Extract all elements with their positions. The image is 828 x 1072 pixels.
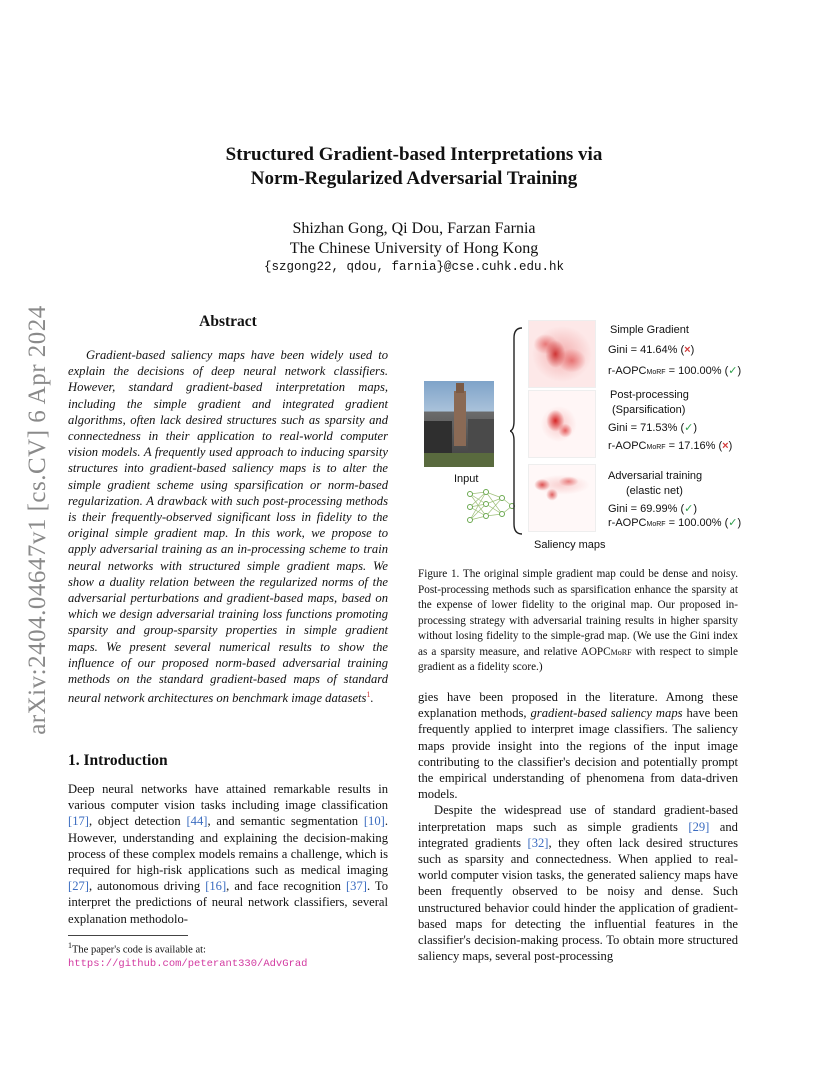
paragraph: gies have been proposed in the literature. Among these explanation methods, gradient-based saliency maps have been frequently applied to interpret image classifiers. The saliency maps provide insight into the regions of the input image contributing to the classifier's decision and potentially prompt the empirical understanding of phenomena from data-driven models. (418, 690, 738, 802)
check-icon: ✓ (684, 503, 694, 515)
input-label: Input (454, 473, 479, 485)
abstract-footnote-mark[interactable]: 1 (366, 690, 371, 700)
email: {szgong22, qdou, farnia}@cse.cuhk.edu.hk (263, 260, 565, 274)
post-processing-title: Post-processing (610, 389, 689, 401)
abstract-text: Gradient-based saliency maps have been widely used to explain the decisions of deep neural network classifiers. However, standard gradient-based interpretation maps, including the simple gradient and integrated gradient algorithms, often lack desired structures such as sparsity and connectedness in their application to real-world computer vision models. A frequently used approach to inducing sparsity structures into gradient-based saliency maps is to alter the simple gradient scheme using sparsification or norm-based regularization. A drawback with such post-processing methods is their frequently-observed significant loss in fidelity to the original simple gradient map. In this work, we propose to apply adversarial training as an in-processing scheme to train neural networks with structured simple gradient maps. We show a duality relation between the regularized norms of the adversarial perturbations and gradient-based maps, based on which we design adversarial training loss functions promoting sparsity and group-sparsity properties in simple gradient maps. We present several numerical results to show the influence of our proposed norm-based adversarial training methods on the standard gradient-based maps of standard neural network architectures on benchmark image datasets (68, 348, 388, 706)
simple-gini: Gini = 41.64% (×) (608, 344, 695, 356)
section-heading: 1. Introduction (68, 752, 168, 769)
figure-caption (418, 567, 738, 676)
footnote-text: The paper's code is available at: (72, 944, 206, 956)
abstract-body: Gradient-based saliency maps have been widely used to explain the decisions of deep neural network classifiers. However, standard gradient-based interpretation maps, including the simple gradient and integrated gradient algorithms, often lack desired structures such as sparsity and connectedness in their application to real-world computer vision models. A frequently used approach to inducing sparsity structures into gradient-based saliency maps is to alter the simple gradient scheme using sparsification or norm-based regularization. A drawback with such post-processing methods is their frequently-observed significant loss in fidelity to the original simple gradient map. In this work, we propose to apply adversarial training as an in-processing scheme to train neural networks with structured simple gradient maps. We show a duality relation between the regularized norms of the adversarial perturbations and gradient-based maps, based on which we design adversarial training loss functions promoting sparsity and group-sparsity properties in simple gradient maps. We present several numerical results to show the influence of our proposed norm-based adversarial training methods on the standard gradient-based maps of standard neural network architectures on benchmark image datasets$^1$. (68, 348, 388, 706)
arxiv-id: arXiv:2404.04647v1 [cs.CV] 6 Apr 2024 (24, 305, 51, 735)
post-gini: Gini = 71.53% (✓) (608, 422, 698, 434)
intro-text: , object detection (88, 814, 187, 829)
saliency-label: Saliency maps (534, 539, 606, 551)
intro-text: , and semantic segmentation (207, 814, 364, 829)
citation-link[interactable]: [10] (363, 814, 385, 829)
simple-aopc: r-AOPCMoRF = 100.00% (✓) (608, 365, 742, 377)
intro-text: , autonomous driving (88, 879, 206, 894)
heatmap-simple-gradient (528, 320, 596, 388)
bracket-icon (510, 326, 524, 536)
abstract-heading: Abstract (199, 313, 257, 330)
caption-text: with respect to simple gradient as a fidelity score.) (418, 645, 738, 673)
footnote-mark: 1 (68, 941, 72, 950)
citation-link[interactable]: [44] (186, 814, 208, 829)
affiliation: The Chinese University of Hong Kong (289, 240, 539, 257)
simple-gradient-title: Simple Gradient (610, 324, 689, 336)
heatmap-post-processing (528, 390, 596, 458)
paper-title (0, 143, 828, 191)
intro-paragraph (68, 781, 388, 927)
footnote (68, 939, 390, 971)
intro-text: . However, understanding and explaining the decision-making process of these complex models remains a challenge, which is required for high-risk applications such as medical imaging (68, 814, 388, 878)
intro-text: . To interpret the predictions of neural network classifiers, several explanation methodolo- (68, 879, 388, 926)
check-icon: ✓ (728, 365, 738, 377)
figure-1 (418, 318, 748, 558)
cross-icon: × (684, 344, 691, 356)
adv-gini: Gini = 69.99% (✓) (608, 503, 698, 515)
right-column-text (418, 689, 738, 964)
code-link[interactable]: https://github.com/peterant330/AdvGrad (68, 957, 308, 970)
network-icon (464, 486, 516, 528)
post-aopc: r-AOPCMoRF = 17.16% (×) (608, 440, 733, 452)
citation-link[interactable]: [32] (527, 835, 549, 850)
title-line-2: Norm-Regularized Adversarial Training (250, 168, 578, 189)
post-processing-subtitle: (Sparsification) (612, 404, 686, 416)
authors: Shizhan Gong, Qi Dou, Farzan Farnia (292, 220, 536, 237)
adversarial-subtitle: (elastic net) (626, 485, 683, 497)
author-block (0, 219, 828, 259)
check-icon: ✓ (728, 517, 738, 529)
citation-link[interactable]: [27] (68, 879, 89, 894)
arxiv-stamp (18, 290, 58, 750)
adversarial-title: Adversarial training (608, 470, 703, 482)
title-line-1: Structured Gradient-based Interpretations via (225, 144, 603, 165)
heatmap-adversarial (528, 464, 596, 532)
caption-subscript: MoRF (610, 647, 632, 657)
cross-icon: × (722, 440, 729, 452)
citation-link[interactable]: [17] (68, 814, 89, 829)
caption-text: Figure 1. The original simple gradient map could be dense and noisy. Post-processing methods such as sparsification enhance the sparsity at the expense of lower fidelity to the original map. Our proposed in-processing strategy with adversarial training results in higher sparsity without losing fidelity to the simple-grad map. (We use the Gini index as a sparsity measure, and relative AOPC (418, 568, 738, 658)
citation-link[interactable]: [37] (345, 879, 367, 894)
citation-link[interactable]: [16] (205, 879, 227, 894)
footnote-rule (68, 935, 188, 936)
intro-text: , and face recognition (226, 879, 346, 894)
paragraph: Despite the widespread use of standard gradient-based interpretation maps such as simple gradients [29] and integrated gradients [32], they often lack desired structures such as sparsity and connectedness. When applied to real-world computer vision tasks, the generated saliency maps have been frequently observed to be noisy and dense. Such unstructured behavior could hinder the application of gradient-based maps for detecting the influential features in the classifier's decision-making process. To obtain more structured saliency maps, several post-processing (418, 803, 738, 964)
citation-link[interactable]: [29] (688, 819, 710, 834)
adv-aopc: r-AOPCMoRF = 100.00% (✓) (608, 517, 742, 529)
intro-text: Deep neural networks have attained remarkable results in various computer vision tasks including image classification (68, 782, 388, 813)
input-image (424, 381, 494, 467)
check-icon: ✓ (684, 422, 694, 434)
